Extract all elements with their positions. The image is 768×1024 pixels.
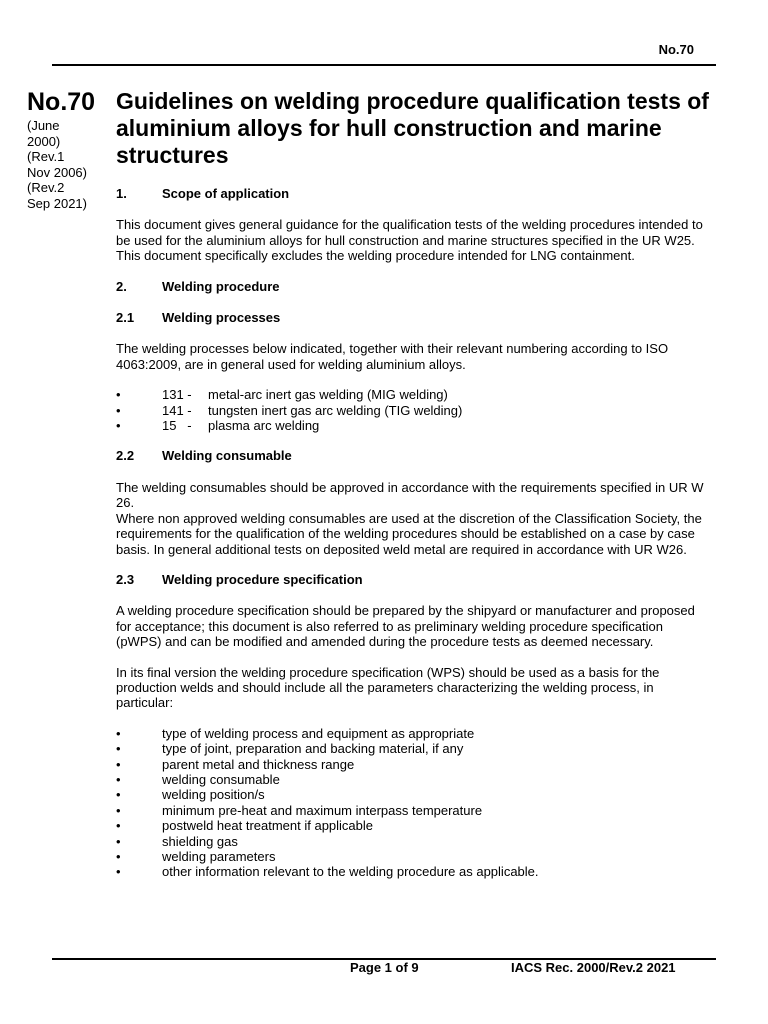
list-item-text: type of joint, preparation and backing material, if any: [162, 741, 464, 757]
bullet-icon: •: [116, 741, 121, 757]
list-item: [116, 818, 706, 833]
list-item: [116, 864, 706, 879]
list-item: [116, 834, 706, 849]
process-code: 131 -: [162, 387, 192, 403]
list-item: [116, 803, 706, 818]
section-heading-2-2: [116, 448, 706, 463]
revision-line: 2000): [27, 133, 61, 149]
process-list: [116, 387, 706, 433]
bullet-icon: •: [116, 849, 121, 864]
document-body: [116, 186, 706, 895]
section-number: 2.3: [116, 571, 135, 587]
page-number: Page 1 of 9: [350, 960, 419, 975]
document-title: Guidelines on welding procedure qualification tests of aluminium alloys for hull construction and marine structures: [116, 88, 709, 168]
list-item-text: postweld heat treatment if applicable: [162, 818, 374, 834]
list-item-text: welding parameters: [162, 849, 276, 864]
paragraph-text: This document specifically excludes the welding procedure intended for LNG containment.: [116, 248, 635, 264]
revision-history: [27, 118, 107, 211]
list-item: [116, 741, 706, 756]
bullet-icon: •: [116, 387, 121, 403]
paragraph: [116, 341, 706, 372]
bullet-icon: •: [116, 833, 121, 849]
paragraph: [116, 665, 706, 711]
list-item: [116, 418, 706, 433]
bullet-icon: •: [116, 756, 121, 772]
list-item-text: welding consumable: [162, 771, 280, 787]
section-title: Scope of application: [162, 186, 290, 201]
process-name: metal-arc inert gas welding (MIG welding): [208, 387, 448, 403]
section-heading-2-3: [116, 572, 706, 587]
bullet-icon: •: [116, 725, 121, 741]
revision-line: (Rev.2: [27, 180, 65, 195]
bullet-icon: •: [116, 787, 121, 803]
wps-parameter-list: [116, 726, 706, 880]
paragraph-text: Where non approved welding consumables are used at the discretion of the Classification Society, the requirements for the qualification of the welding procedures should be established on a case by case basis. In general additional tests on deposited weld metal are required in accordance with UR W26.: [116, 510, 702, 557]
list-item: [116, 849, 706, 864]
list-item-text: minimum pre-heat and maximum interpass temperature: [162, 802, 483, 818]
paragraph: [116, 603, 706, 649]
paragraph-text: The welding processes below indicated, together with their relevant numbering according to ISO 4063:2009, are in general used for welding aluminium alloys.: [116, 341, 669, 372]
section-title: Welding consumable: [162, 448, 292, 464]
list-item-text: other information relevant to the welding procedure as applicable.: [162, 864, 539, 880]
list-item-text: parent metal and thickness range: [162, 756, 355, 772]
revision-line: Sep 2021): [27, 195, 87, 211]
section-title: Welding procedure: [162, 278, 280, 294]
list-item-text: type of welding process and equipment as appropriate: [162, 725, 475, 741]
list-item: [116, 772, 706, 787]
paragraph-text: The welding consumables should be approved in accordance with the requirements specified in UR W 26.: [116, 479, 704, 511]
section-heading-2-1: [116, 310, 706, 325]
list-item: [116, 757, 706, 772]
process-name: plasma arc welding: [208, 418, 320, 434]
process-code: 141 -: [162, 402, 192, 418]
paragraph-text: In its final version the welding procedure specification (WPS) should be used as a basis for the production welds and should include all the parameters characterizing the welding process, in particular:: [116, 664, 660, 711]
bullet-icon: •: [116, 864, 121, 880]
revision-line: (June: [27, 118, 60, 133]
process-name: tungsten inert gas arc welding (TIG welding): [208, 402, 463, 418]
section-number: 1.: [116, 186, 127, 201]
bullet-icon: •: [116, 402, 121, 418]
section-title: Welding processes: [162, 310, 281, 326]
document-reference: IACS Rec. 2000/Rev.2 2021: [511, 960, 676, 975]
list-item: [116, 726, 706, 741]
list-item: [116, 403, 706, 418]
paragraph-text: This document gives general guidance for the qualification tests of the welding procedures intended to be used for the aluminium alloys for hull construction and marine structures specified in the UR W25.: [116, 217, 703, 248]
section-heading-1: [116, 186, 706, 201]
header-doc-number: No.70: [658, 42, 694, 57]
list-item: [116, 787, 706, 802]
bullet-icon: •: [116, 802, 121, 818]
revision-line: (Rev.1: [27, 149, 65, 164]
section-number: 2.2: [116, 448, 135, 464]
paragraph-text: A welding procedure specification should be prepared by the shipyard or manufacturer and proposed for acceptance; this document is also referred to as preliminary welding procedure specification (pWPS) and can be modified and amended during the procedure tests as deemed necessary.: [116, 603, 695, 650]
section-title: Welding procedure specification: [162, 571, 363, 587]
paragraph: [116, 217, 706, 263]
header-rule: [52, 64, 716, 66]
list-item-text: shielding gas: [162, 833, 238, 849]
section-number: 2.1: [116, 310, 135, 326]
list-item-text: welding position/s: [162, 787, 265, 803]
paragraph: [116, 480, 706, 557]
bullet-icon: •: [116, 818, 121, 834]
process-code: 15 -: [162, 418, 192, 434]
bullet-icon: •: [116, 771, 121, 787]
revision-line: Nov 2006): [27, 164, 87, 180]
side-doc-number: No.70: [27, 88, 96, 116]
list-item: [116, 387, 706, 402]
section-heading-2: [116, 279, 706, 294]
bullet-icon: •: [116, 418, 121, 434]
section-number: 2.: [116, 278, 127, 294]
